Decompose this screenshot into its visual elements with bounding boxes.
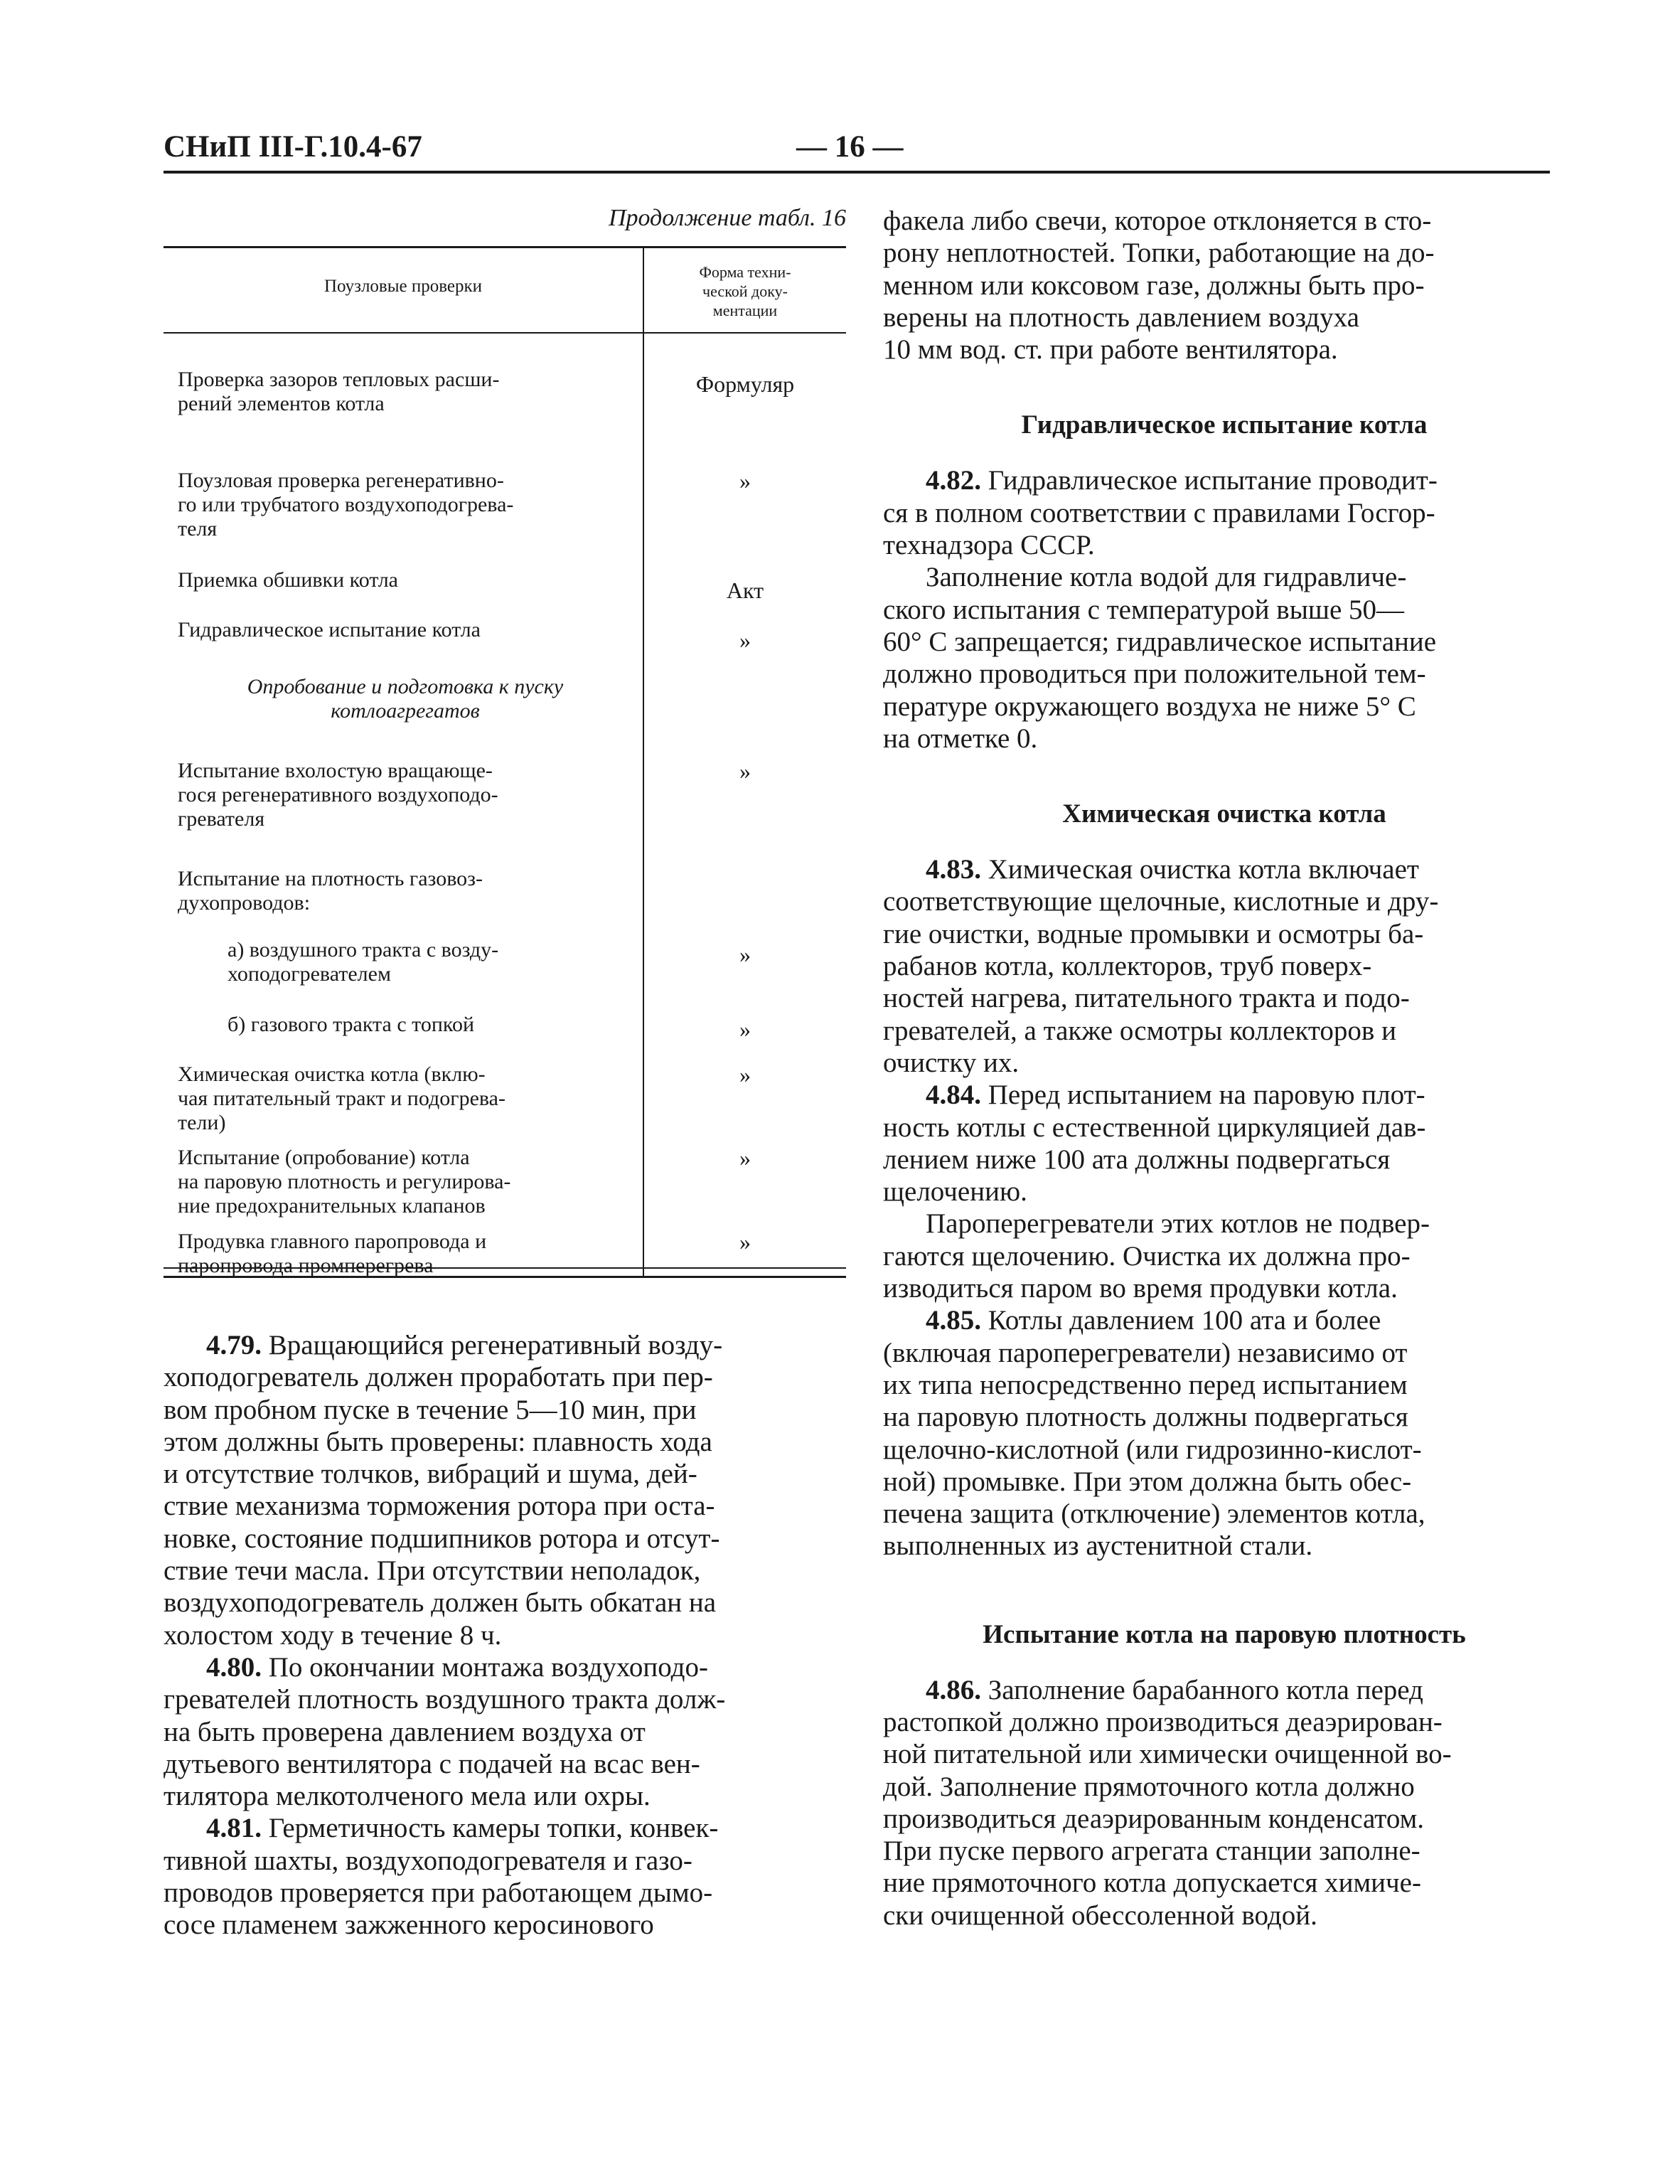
row-check: Испытание (опробование) котла на паровую плотность и регулирова- ние предохранительных клапанов — [178, 1146, 511, 1218]
paragraph-4-85 — [883, 1304, 1566, 1562]
paragraph-continuation: факела либо свечи, которое отклоняется в сто- рону неплотностей. Топки, работающие на до- менном или коксовом газе, должны быть про- верены на плотность давлением воздуха 10 мм вод. ст. при работе вентилятора. — [883, 206, 1435, 366]
row-check: Гидравлическое испытание котла — [178, 618, 481, 641]
paragraph-text: Химическая очистка котла включает соответствующие щелочные, кислотные и дру- гие очистки, водные промывки и осмотры ба- рабанов котла, коллекторов, труб поверх- ностей нагрева, питательного тракта и подо- гревателей, а также осмотры коллекторов и очистку их. — [883, 854, 1439, 1078]
paragraph-4-84 — [883, 1079, 1566, 1208]
paragraph-text: Котлы давлением 100 ата и более (включая пароперегреватели) независимо от их типа непосредственно перед испытанием на паровую плотность должны подвергаться щелочно-кислотной (или гидрозинно-кислот- ной) промывке. При этом должна быть обес- печена защита (отключение) элементов котла, выполненных из аустенитной стали. — [883, 1305, 1425, 1562]
page-number: — 16 — — [796, 130, 904, 164]
row-check: Продувка главного паропровода и паропровода промперегрева — [178, 1230, 487, 1277]
row-check: Химическая очистка котла (вклю- чая питательный тракт и подогрева- тели) — [178, 1062, 505, 1134]
paragraph-number: 4.86. — [926, 1674, 981, 1705]
section-heading: Гидравлическое испытание котла — [1021, 410, 1428, 440]
paragraph-4-79 — [164, 1329, 846, 1651]
paragraph-text: Заполнение барабанного котла перед растопкой должно производиться деаэрирован- ной питательной или химически очищенной во- дой. Заполнение прямоточного котла должно производиться деаэрированным конденсатом. При пуске первого агрегата станции заполне- ние прямоточного котла допускается химиче- ски очищенной обессоленной водой. — [883, 1674, 1452, 1931]
section-heading: Испытание котла на паровую плотность — [983, 1619, 1466, 1649]
header-rule — [164, 171, 1550, 174]
row-form: Формуляр — [695, 371, 795, 397]
column-header-form: Форма техни- ческой доку- ментации — [699, 263, 791, 319]
row-check: Проверка зазоров тепловых расши- рений элементов котла — [178, 368, 500, 415]
row-form: » — [739, 627, 751, 653]
paragraph: Пароперегреватели этих котлов не подвер- гаются щелочению. Очистка их должна про- изводиться паром во время продувки котла. — [883, 1208, 1430, 1304]
paragraph-number: 4.85. — [926, 1305, 981, 1336]
row-form: » — [739, 1016, 751, 1042]
paragraph-text: По окончании монтажа воздухоподо- гревателей плотность воздушного тракта долж- на быть проверена давлением воздуха от дутьевого вентилятора с подачей на всас вен- тилятора мелкотолченого мела или охры. — [164, 1651, 726, 1812]
paragraph-number: 4.80. — [206, 1651, 262, 1683]
table-header-divider — [164, 332, 846, 334]
checks-table — [164, 246, 846, 1278]
right-column — [883, 205, 1566, 1932]
row-check: Испытание вхолостую вращающе- гося регенеративного воздухоподо- гревателя — [178, 759, 498, 831]
paragraph-number: 4.81. — [206, 1813, 262, 1844]
row-form: Акт — [726, 577, 764, 603]
paragraph-number: 4.79. — [206, 1330, 262, 1360]
paragraph-text: Перед испытанием на паровую плот- ность котлы с естественной циркуляцией дав- лением ниже 100 ата должны подвергаться щелочению. — [883, 1080, 1426, 1208]
section-title: Опробование и подготовка к пуску котлоагрегатов — [247, 675, 564, 723]
row-check: Поузловая проверка регенеративно- го или трубчатого воздухоподогрева- теля — [178, 469, 514, 540]
paragraph: Заполнение котла водой для гидравличе- ского испытания с температурой выше 50— 60° С запрещается; гидравлическое испытание должно проводиться при положительной тем- пературе окружающего воздуха не ниже 5° С на отметке 0. — [883, 562, 1437, 754]
paragraph-4-81 — [164, 1812, 846, 1941]
row-form: » — [739, 1062, 751, 1087]
document-code: СНиП III-Г.10.4-67 — [164, 130, 422, 164]
paragraph-number: 4.84. — [926, 1080, 981, 1111]
row-check: а) воздушного тракта с возду- хоподогревателем — [228, 938, 499, 986]
row-form: » — [739, 468, 751, 494]
table-caption: Продолжение табл. 16 — [608, 205, 846, 231]
paragraph-text: Вращающийся регенеративный возду- хоподогреватель должен проработать при пер- вом пробном пуске в течение 5—10 мин, при этом должны быть проверены: плавность хода и отсутствие толчков, вибраций и шума, дей- ствие механизма торможения ротора при оста- новке, состояние подшипников ротора и отсут- ствие течи масла. При отсутствии неполадок, воздухоподогреватель должен быть обкатан на холостом ходу в течение 8 ч. — [164, 1330, 723, 1651]
row-form: » — [739, 1145, 751, 1171]
column-header-checks: Поузловые проверки — [323, 277, 483, 296]
row-check: б) газового тракта с топкой — [228, 1013, 475, 1036]
paragraph-4-83 — [883, 853, 1566, 1079]
paragraph-4-86 — [883, 1674, 1566, 1932]
paragraph-text: Герметичность камеры топки, конвек- тивной шахты, воздухоподогревателя и газо- проводов проверяется при работающем дымо- сосе пламенем зажженного керосинового — [164, 1813, 719, 1941]
section-heading: Химическая очистка котла — [1062, 799, 1386, 829]
row-check: Испытание на плотность газовоз- духопроводов: — [178, 867, 483, 915]
row-check: Приемка обшивки котла — [178, 568, 398, 592]
row-form: » — [739, 758, 751, 784]
row-form: » — [739, 1229, 751, 1255]
paragraph-text: Гидравлическое испытание проводит- ся в полном соответствии с правилами Госгор- технадзора СССР. — [883, 465, 1438, 561]
left-column — [164, 205, 846, 1941]
paragraph-4-80 — [164, 1651, 846, 1812]
row-form: » — [739, 942, 751, 967]
paragraph-number: 4.82. — [926, 465, 981, 496]
paragraph-number: 4.83. — [926, 854, 981, 885]
paragraph-4-82 — [883, 464, 1566, 561]
